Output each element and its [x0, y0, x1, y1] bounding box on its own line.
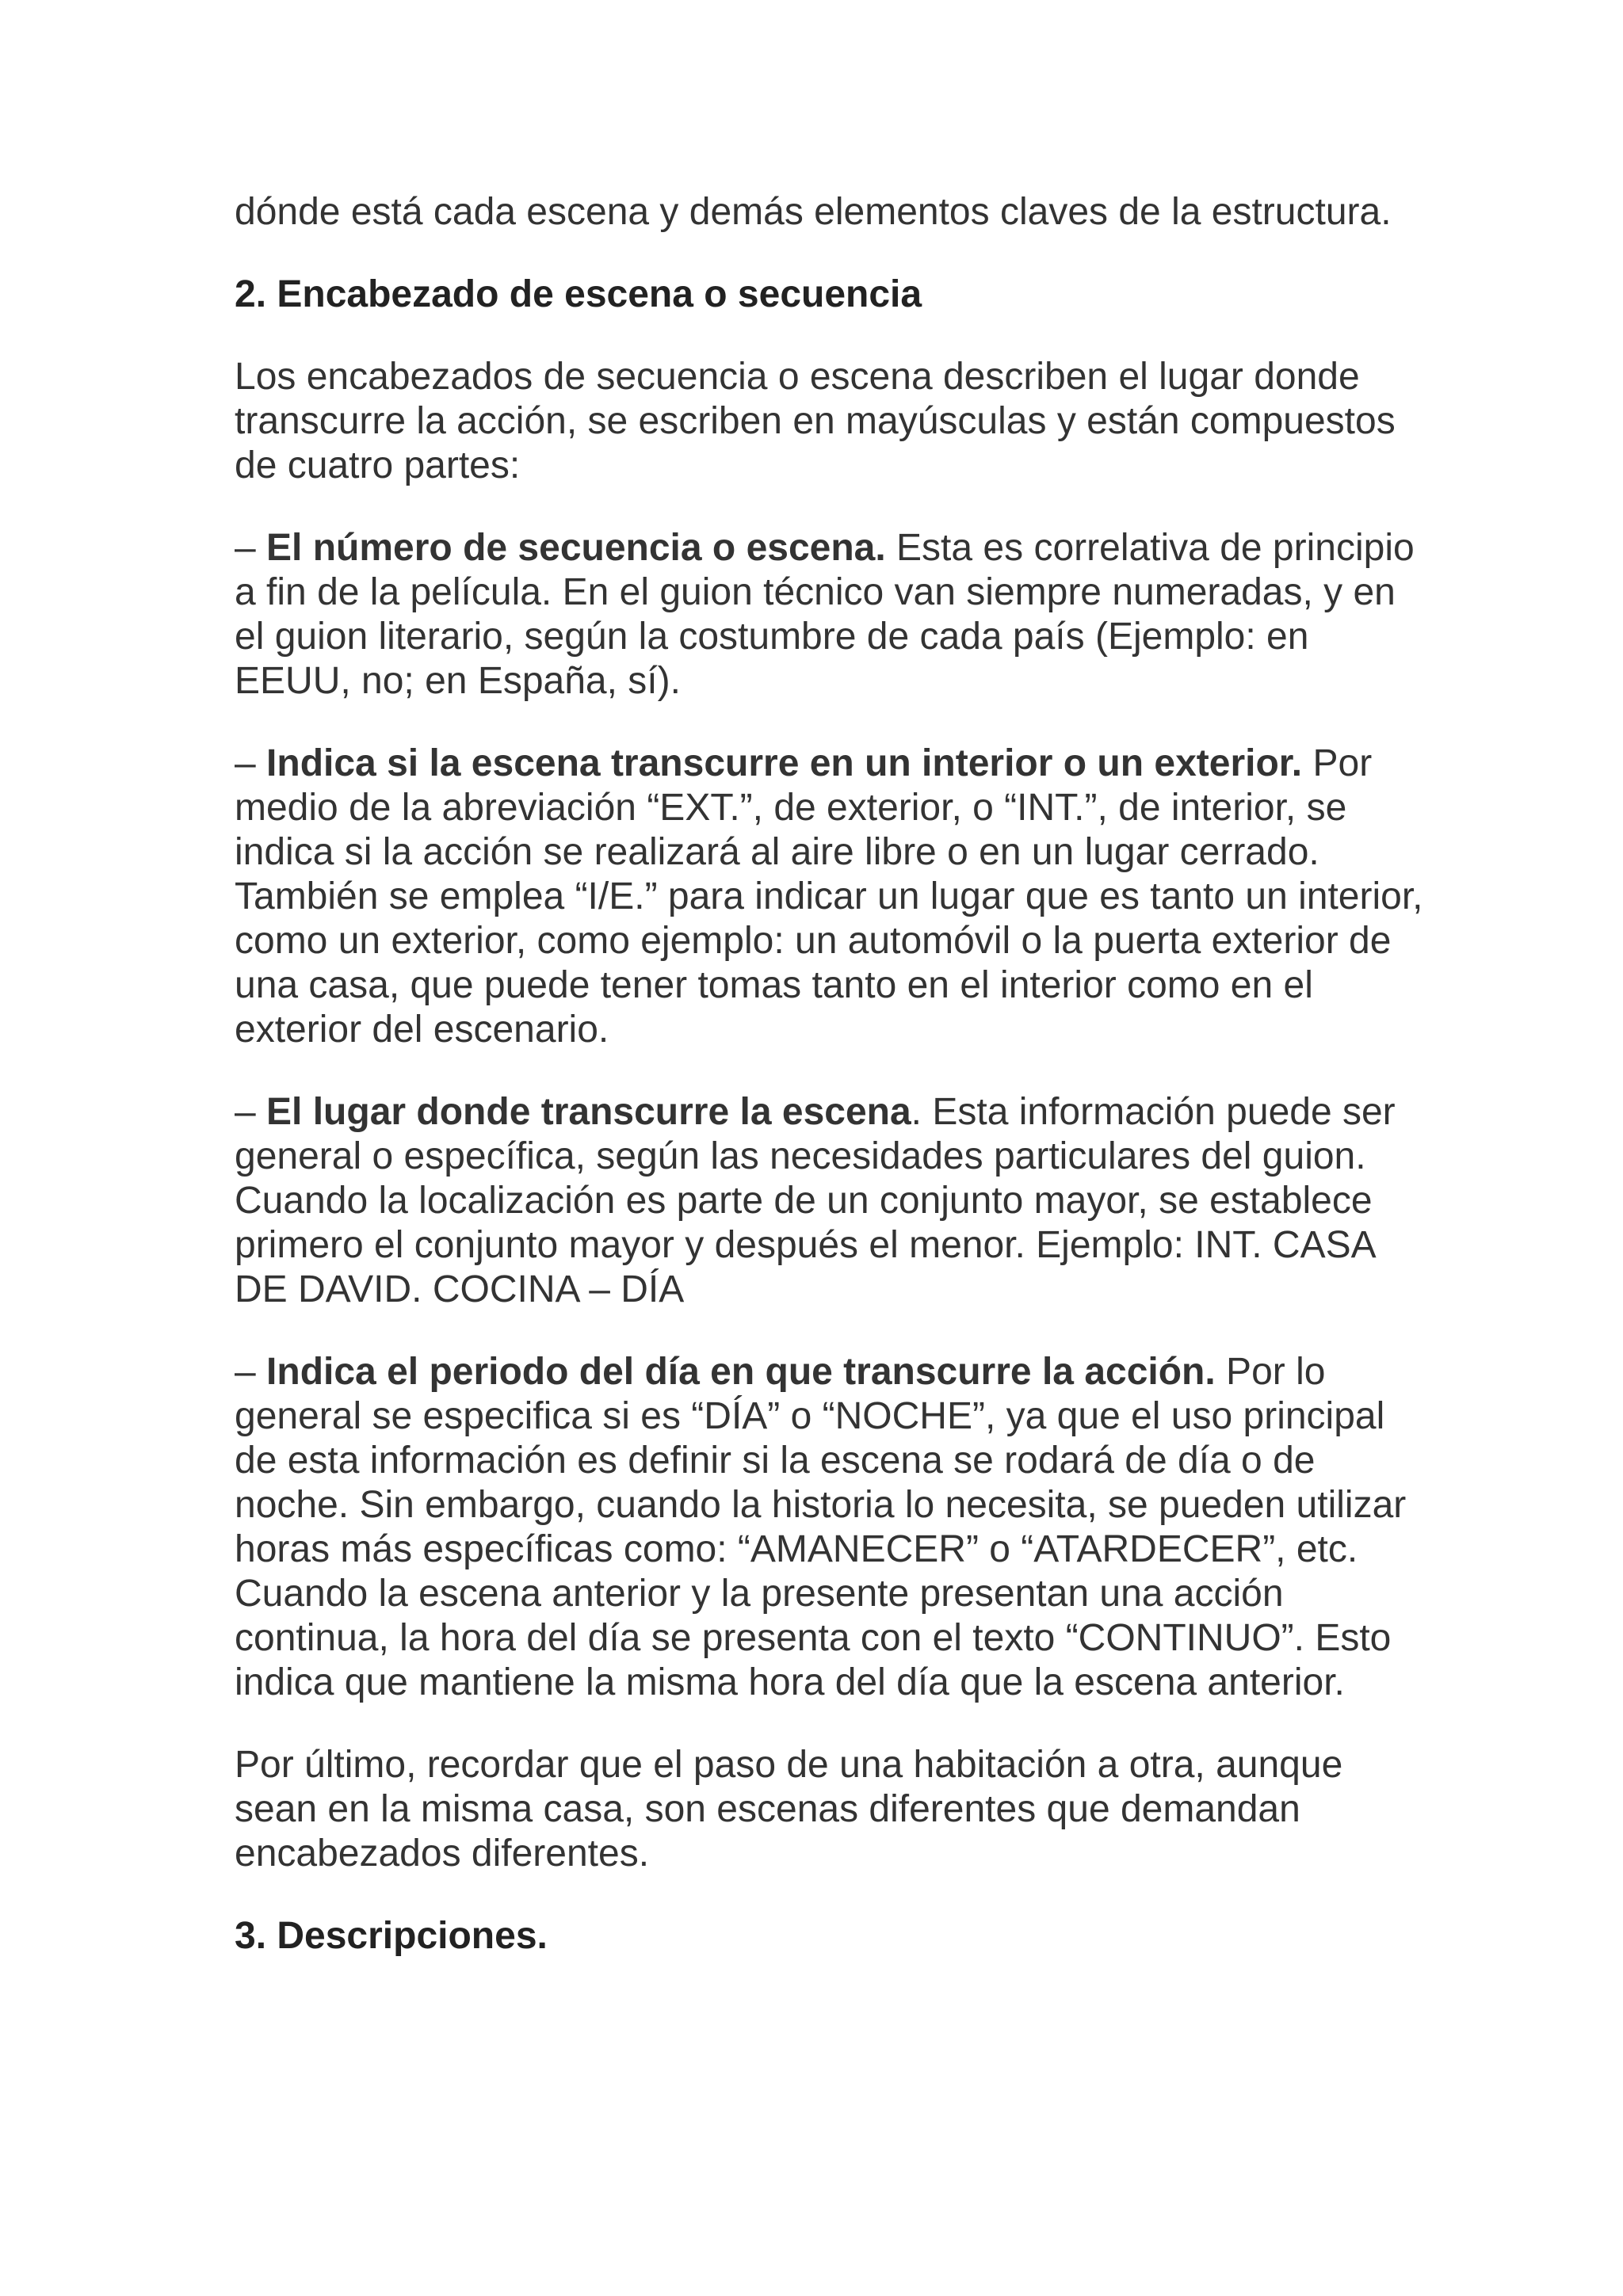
- section-2-intro-paragraph: Los encabezados de secuencia o escena describen el lugar donde transcurre la acción, se escriben en mayúsculas y están compuestos de cuatro partes:: [235, 356, 1396, 486]
- section-2-closing-paragraph: Por último, recordar que el paso de una habitación a otra, aunque sean en la misma casa, son escenas diferentes que demandan encabezados diferentes.: [235, 1744, 1343, 1875]
- section-2-heading: 2. Encabezado de escena o secuencia: [235, 273, 922, 315]
- document-body: [235, 190, 1423, 1997]
- list-item-dash: –: [235, 742, 267, 784]
- list-item-text: Por lo general se especifica si es “DÍA” o “NOCHE”, ya que el uso principal de esta información es definir si la escena se rodará de día o de noche. Sin embargo, cuando la historia lo necesita, se pueden utilizar horas más específicas como: “AMANECER” o “ATARDECER”, etc. Cuando la escena anterior y la presente presentan una acción continua, la hora del día se presenta con el texto “CONTINUO”. Esto indica que mantiene la misma hora del día que la escena anterior.: [235, 1351, 1407, 1703]
- list-item-scene-number: [235, 526, 1423, 704]
- list-item-location: [235, 1090, 1423, 1312]
- list-item-dash: –: [235, 527, 267, 569]
- intro-continuation-paragraph: dónde está cada escena y demás elementos claves de la estructura.: [235, 191, 1392, 233]
- list-item-term: Indica si la escena transcurre en un interior o un exterior.: [266, 742, 1303, 784]
- list-item-dash: –: [235, 1091, 267, 1133]
- list-item-term: El lugar donde transcurre la escena: [266, 1091, 911, 1133]
- list-item-text: Esta es correlativa de principio a fin de la película. En el guion técnico van siempre numeradas, y en el guion literario, según la costumbre de cada país (Ejemplo: en EEUU, no; en España, sí).: [235, 527, 1415, 702]
- section-3-heading: 3. Descripciones.: [235, 1915, 548, 1957]
- list-item-dash: –: [235, 1351, 267, 1393]
- list-item-text: Por medio de la abreviación “EXT.”, de exterior, o “INT.”, de interior, se indica si la acción se realizará al aire libre o en un lugar cerrado. También se emplea “I/E.” para indicar un lugar que es tanto un interior, como un exterior, como ejemplo: un automóvil o la puerta exterior de una casa, que puede tener tomas tanto en el interior como en el exterior del escenario.: [235, 742, 1423, 1051]
- list-item-term: Indica el periodo del día en que transcurre la acción.: [266, 1351, 1216, 1393]
- list-item-term: El número de secuencia o escena.: [266, 527, 886, 569]
- list-item-text: . Esta información puede ser general o específica, según las necesidades particulares del guion. Cuando la localización es parte de un conjunto mayor, se establece primero el conjunto mayor y después el menor. Ejemplo: INT. CASA DE DAVID. COCINA – DÍA: [235, 1091, 1396, 1310]
- list-item-time-of-day: [235, 1350, 1423, 1705]
- list-item-interior-exterior: [235, 742, 1423, 1052]
